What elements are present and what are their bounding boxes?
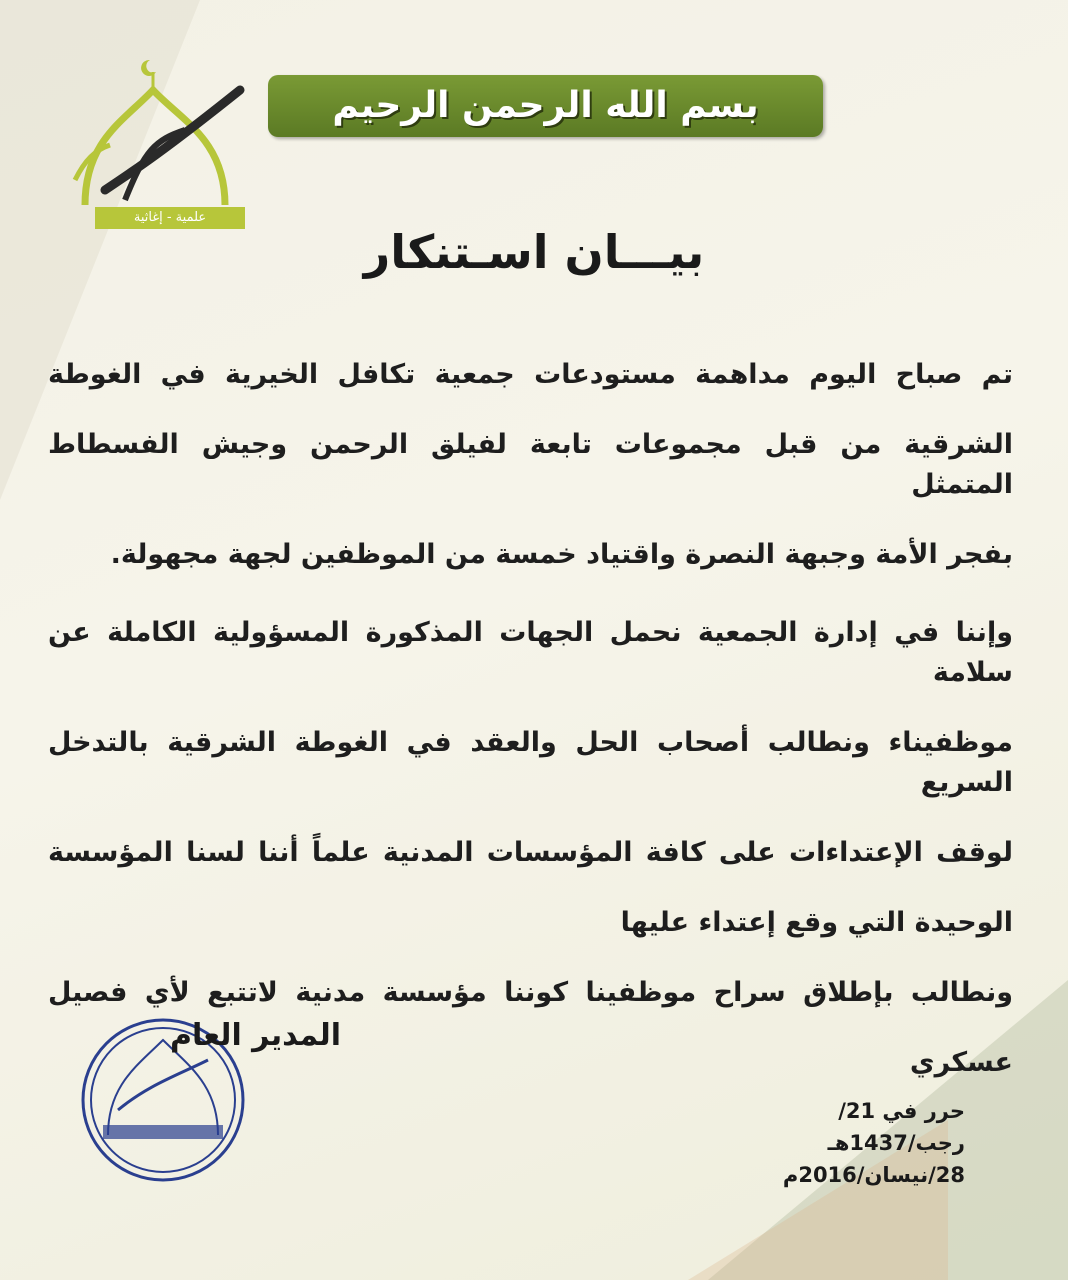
statement-title: بيـــان اسـتنكار xyxy=(363,225,705,279)
logo-tagline: علمية - إغاثية xyxy=(95,207,245,229)
gregorian-date: 28/نيسان/2016م xyxy=(782,1163,965,1187)
organization-logo xyxy=(55,50,255,230)
body-line: ونطالب بإطلاق سراح موظفينا كوننا مؤسسة مدنية لاتتبع لأي فصيل xyxy=(48,977,1013,1008)
statement-body xyxy=(48,355,1013,1113)
body-line: وإننا في إدارة الجمعية نحمل الجهات المذكورة المسؤولية الكاملة عن سلامة xyxy=(48,617,1013,688)
body-line: تم صباح اليوم مداهمة مستودعات جمعية تكافل الخيرية في الغوطة xyxy=(48,359,1013,390)
issue-date xyxy=(705,1095,965,1191)
body-line: الوحيدة التي وقع إعتداء عليها xyxy=(620,907,1013,938)
body-line: موظفيناء ونطالب أصحاب الحل والعقد في الغوطة الشرقية بالتدخل السريع xyxy=(48,727,1013,798)
hijri-date: حرر في 21/رجب/1437هـ xyxy=(827,1099,965,1155)
body-line: عسكري xyxy=(909,1047,1013,1078)
signer-title: المدير العام xyxy=(170,1018,342,1053)
body-line: الشرقية من قبل مجموعات تابعة لفيلق الرحمن وجيش الفسطاط المتمثل xyxy=(48,429,1013,500)
bismillah-banner: بسم الله الرحمن الرحيم xyxy=(268,75,823,137)
body-line: لوقف الإعتداءات على كافة المؤسسات المدنية علماً أننا لسنا المؤسسة xyxy=(48,837,1013,868)
body-line: بفجر الأمة وجبهة النصرة واقتياد خمسة من الموظفين لجهة مجهولة. xyxy=(110,539,1013,570)
